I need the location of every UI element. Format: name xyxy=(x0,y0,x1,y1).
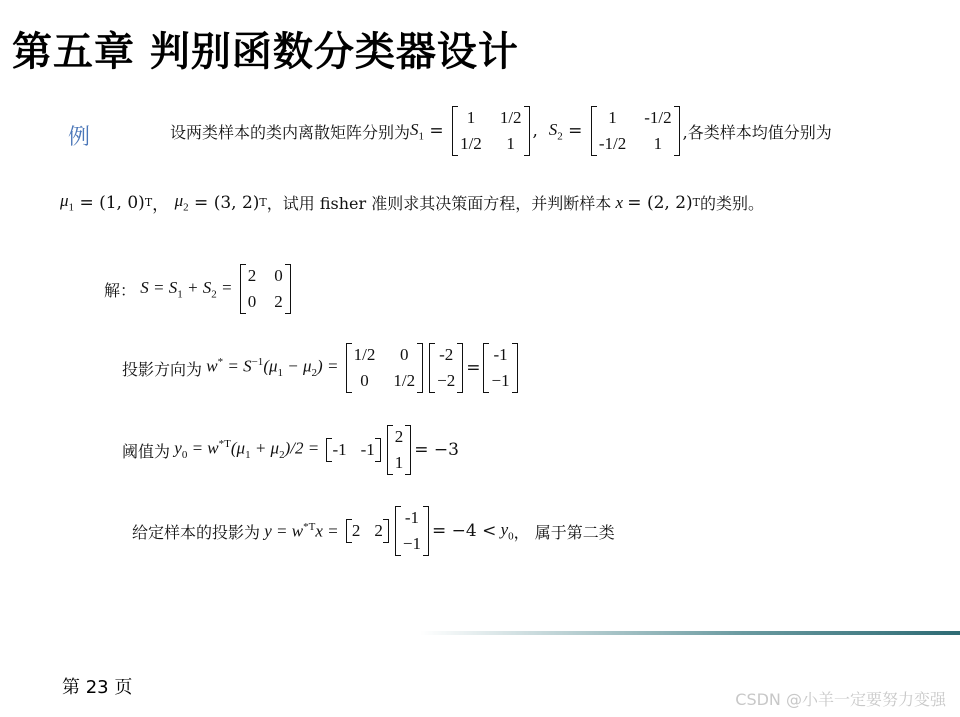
example-tag: 例 xyxy=(68,125,91,150)
w-column-vector: -1 −1 xyxy=(395,506,429,556)
class-conclusion: ， 属于第二类 xyxy=(513,522,615,542)
solution-label: 解： xyxy=(104,280,137,300)
given-label: 给定样本的投影为 xyxy=(132,522,261,542)
s2-matrix: 1 -1/2 -1/2 1 xyxy=(591,106,680,156)
threshold-result: = −3 xyxy=(414,440,459,460)
solution-projection: 投影方向为 $w^* = S^{-1}(\mu_1 - \mu_2)$ = 1/2 0 0 1/2 -2 −2 = -1 −1 xyxy=(122,343,521,393)
inverse-matrix: 1/2 0 0 1/2 xyxy=(346,343,423,393)
w-vector: -1 −1 xyxy=(483,343,517,393)
mean-diff-vector: -2 −2 xyxy=(429,343,463,393)
problem-text-2: ,各类样本均值分别为 xyxy=(682,122,832,142)
mean-sum-vector: 2 1 xyxy=(387,425,412,475)
problem-text-3: ，试用 fisher 准则求其决策面方程，并判断样本 xyxy=(266,194,612,213)
mu1-value: (1, 0) xyxy=(99,192,145,213)
s-sum-matrix: 2 0 0 2 xyxy=(240,264,291,314)
footer-divider xyxy=(420,631,960,635)
projection-label: 投影方向为 xyxy=(122,359,203,379)
watermark: CSDN @小羊一定要努力变强 xyxy=(735,690,946,709)
problem-line-2: $\mu_1$ = (1, 0) T ， $\mu_2$ = (3, 2) T ，试用 fisher 准则求其决策面方程，并判断样本 x = (2, 2) T 的类别。 xyxy=(60,191,765,215)
problem-text-1: 设两类样本的类内离散矩阵分别为 xyxy=(170,122,411,142)
wT-row-vector: -1 -1 xyxy=(326,440,380,460)
solution-threshold: 阈值为 $y_0 = w^{*T}(\mu_1 + \mu_2)/2$ = -1 -1 2 1 = −3 xyxy=(122,425,459,475)
solution-s-sum: 解： $S = S_1 + S_2$ = 2 0 0 2 xyxy=(104,264,294,314)
slide-title: 第五章 判别函数分类器设计 xyxy=(12,29,519,75)
mu2-value: (3, 2) xyxy=(213,192,260,213)
s1-matrix: 1 1/2 1/2 1 xyxy=(452,106,529,156)
x-row-vector: 2 2 xyxy=(346,521,389,541)
problem-line-1: 设两类样本的类内离散矩阵分别为 $S_1$ = 1 1/2 1/2 1 , $S_2$ = 1 -1/2 -1/2 1 ,各类样本均值分别为 xyxy=(170,106,832,156)
s1-symbol: $S_1$ xyxy=(410,119,425,143)
s2-symbol: $S_2$ xyxy=(548,119,563,143)
page-number: 第 23 页 xyxy=(62,677,133,698)
problem-text-4: 的类别。 xyxy=(700,194,765,213)
threshold-label: 阈值为 xyxy=(122,441,171,461)
solution-given: 给定样本的投影为 $y = w^{*T}x$ = 2 2 -1 −1 = −4 < $y_0$ ， 属于第二类 xyxy=(132,506,615,556)
x-value: (2, 2) xyxy=(646,192,693,213)
given-result: = −4 < xyxy=(431,521,497,541)
